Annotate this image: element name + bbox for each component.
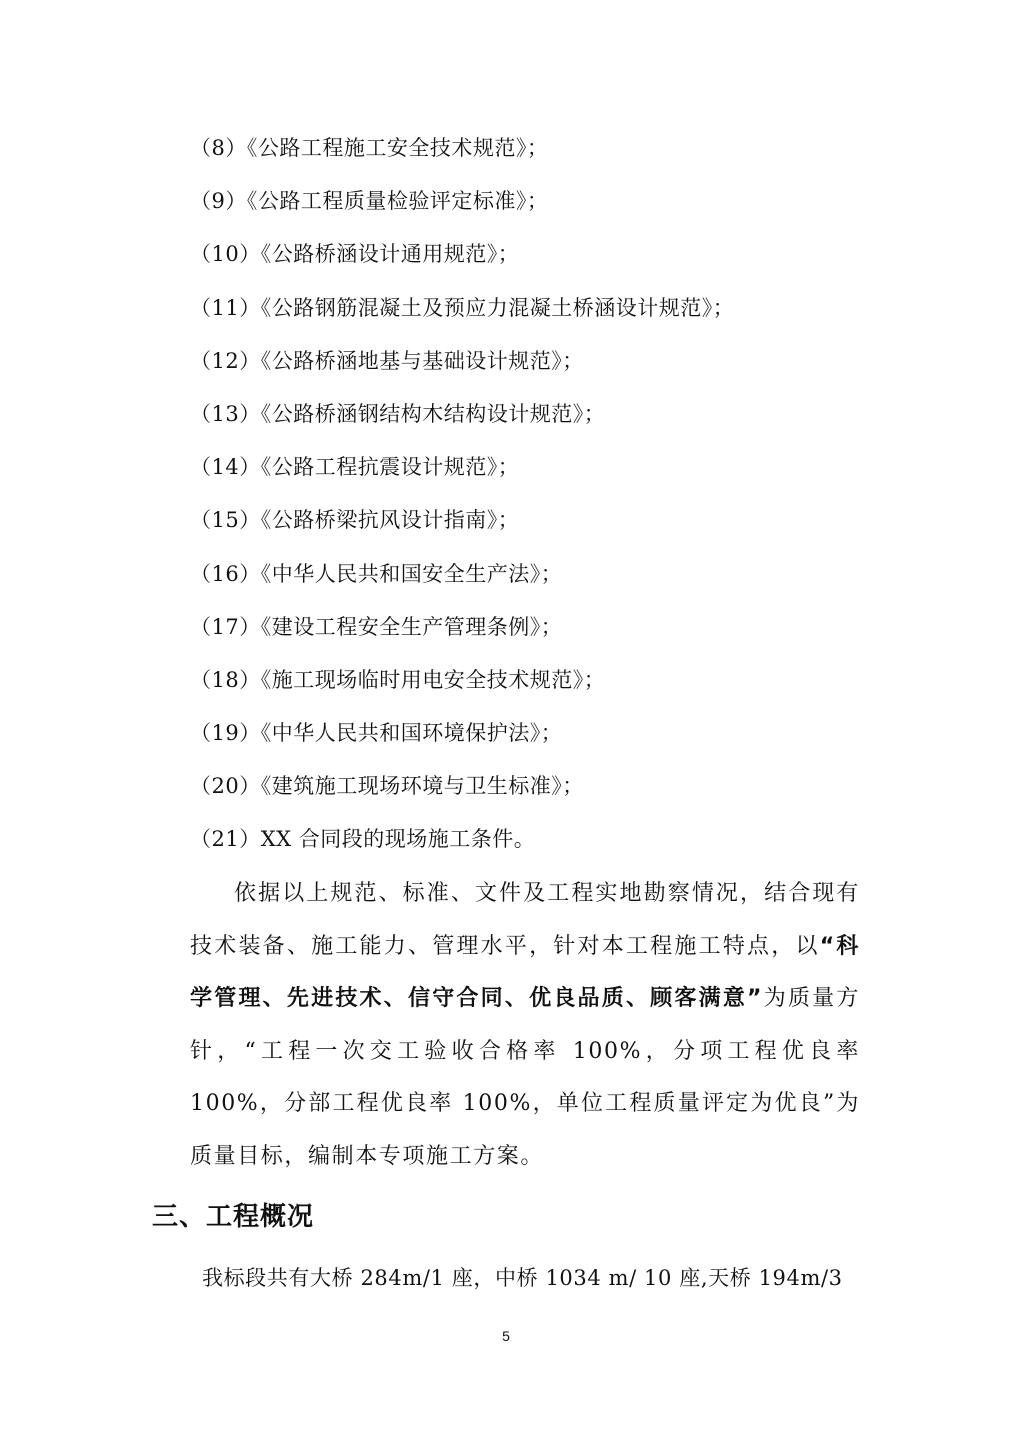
reference-item: （8）《公路工程施工安全技术规范》； [190, 136, 549, 160]
reference-item: （14）《公路工程抗震设计规范》； [190, 455, 520, 480]
reference-item: （16）《中华人民共和国安全生产法》； [190, 561, 563, 586]
reference-item: （12）《公路桥涵地基与基础设计规范》； [190, 348, 584, 373]
reference-item: （18）《施工现场临时用电安全技术规范》； [190, 667, 606, 692]
reference-item: （21）XX 合同段的现场施工条件。 [190, 827, 536, 852]
reference-item: （9）《公路工程质量检验评定标准》； [190, 189, 549, 214]
reference-item: （19）《中华人民共和国环境保护法》； [190, 721, 563, 746]
reference-item: （10）《公路桥涵设计通用规范》； [190, 242, 520, 267]
page-number: 5 [502, 1328, 510, 1344]
reference-list [190, 128, 890, 873]
overview-text: 我标段共有大桥 284m/1 座，中桥 1034 m/ 10 座,天桥 194m/3 [202, 1266, 843, 1290]
reference-item: （15）《公路桥梁抗风设计指南》； [190, 508, 520, 533]
paragraph-text-1: 依据以上规范、标准、文件及工程实地勘察情况，结合现有技术装备、施工能力、管理水平，针对本工程施工特点，以 [190, 881, 860, 959]
reference-item: （13）《公路桥涵钢结构木结构设计规范》； [190, 401, 606, 426]
paragraph-text-2: 为质量方针，“工程一次交工验收合格率 100%，分项工程优良率 100%，分部工程优良率 100%，单位工程质量评定为优良”为质量目标，编制本专项施工方案。 [190, 986, 860, 1169]
reference-item: （17）《建设工程安全生产管理条例》； [190, 614, 563, 639]
section-heading: 三、工程概况 [152, 1202, 315, 1232]
reference-item: （11）《公路钢筋混凝土及预应力混凝土桥涵设计规范》； [190, 295, 735, 320]
quality-policy-bold: “科学管理、先进技术、信守合同、优良品质、顾客满意” [190, 933, 860, 1011]
reference-item: （20）《建筑施工现场环境与卫生标准》； [190, 774, 584, 799]
quality-policy-paragraph [190, 868, 860, 1183]
